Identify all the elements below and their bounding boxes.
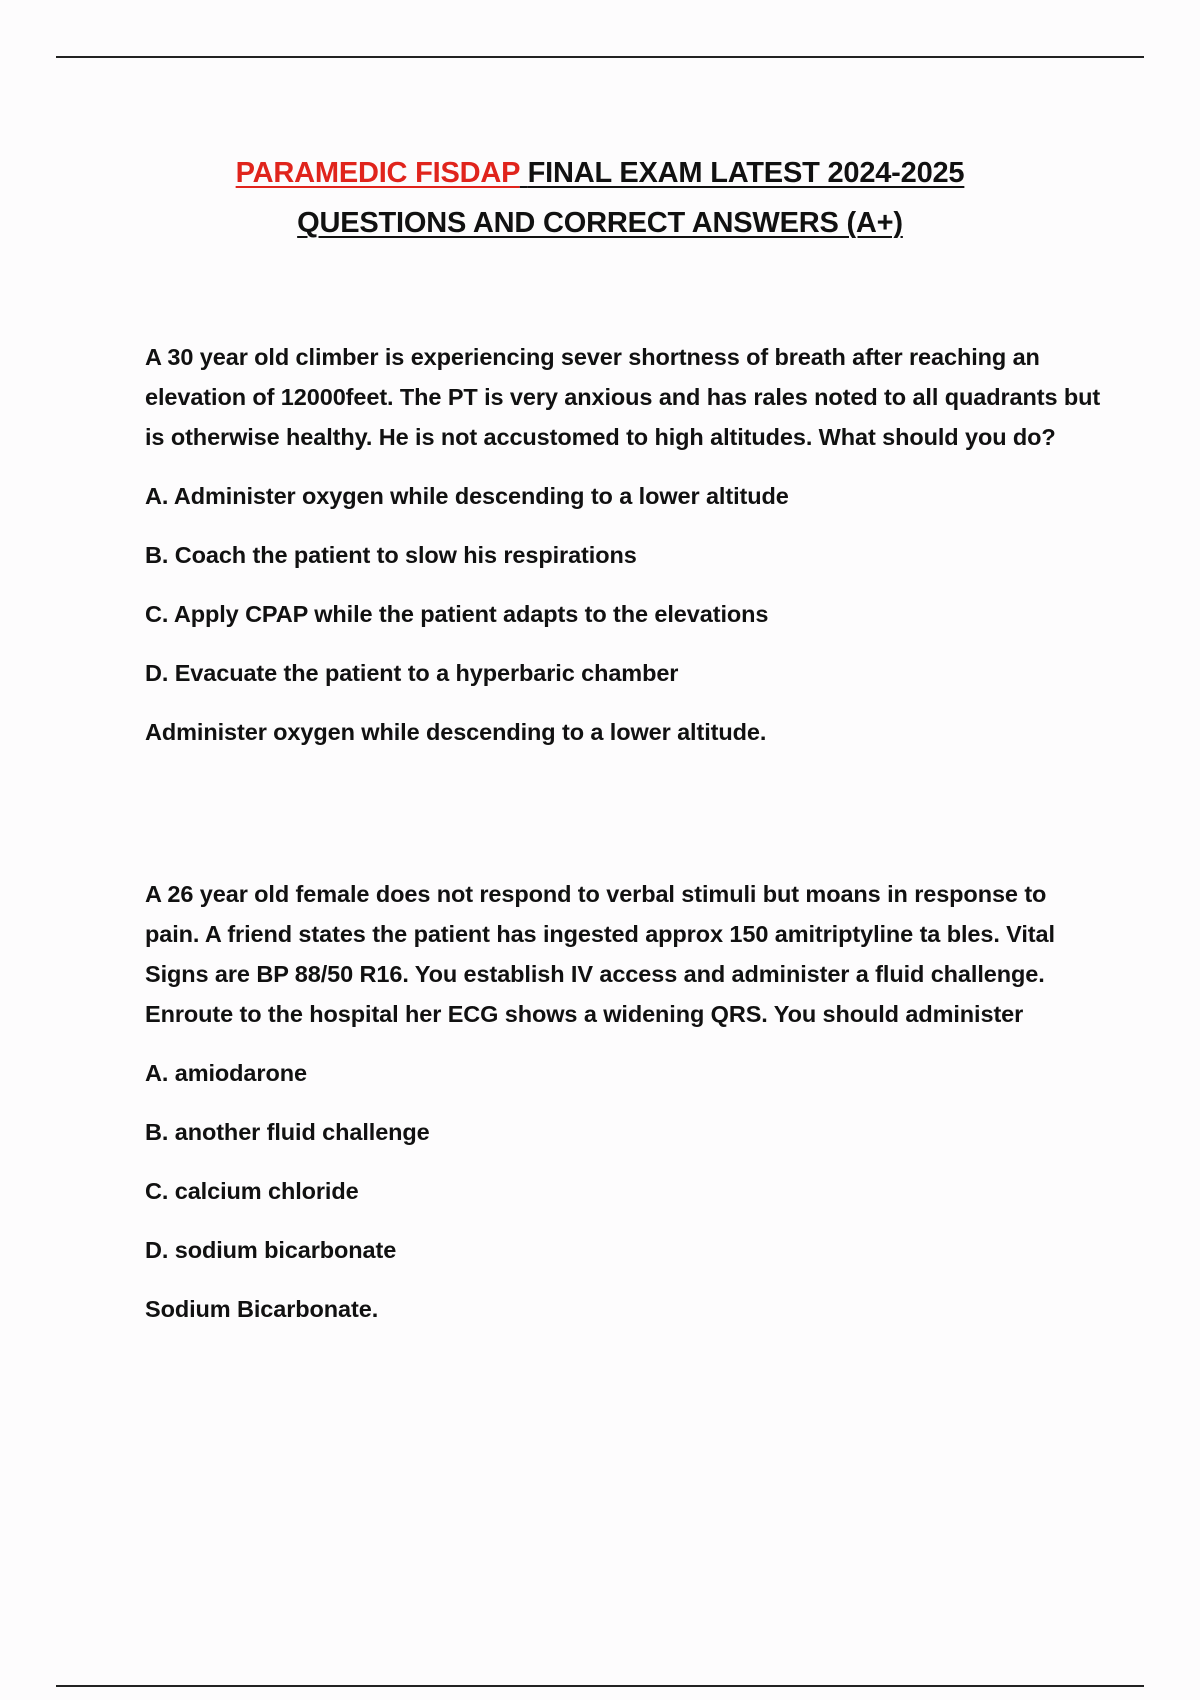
document-title xyxy=(60,148,1140,248)
title-line-2: QUESTIONS AND CORRECT ANSWERS (A+) xyxy=(297,207,903,239)
question-text: A 30 year old climber is experiencing sever shortness of breath after reaching an elevation of 12000feet. The PT is very anxious and has rales noted to all quadrants but is otherwise healthy. He is not accustomed to high altitudes. What should you do? xyxy=(145,344,1101,450)
title-line-1 xyxy=(60,148,1140,198)
option-c: C. Apply CPAP while the patient adapts to the elevations xyxy=(145,601,769,627)
option-d: D. Evacuate the patient to a hyperbaric chamber xyxy=(145,660,679,686)
question-block-1 xyxy=(145,337,1105,752)
correct-answer: Sodium Bicarbonate. xyxy=(145,1296,379,1322)
title-highlight: PARAMEDIC FISDAP xyxy=(235,157,520,189)
option-a: A. Administer oxygen while descending to a lower altitude xyxy=(145,483,789,509)
option-a: A. amiodarone xyxy=(145,1060,307,1086)
option-d: D. sodium bicarbonate xyxy=(145,1237,397,1263)
question-text: A 26 year old female does not respond to verbal stimuli but moans in response to pain. A friend states the patient has ingested approx 150 amitriptyline ta bles. Vital Signs are BP 88/50 R16. You establish IV access and administer a fluid challenge. Enroute to the hospital her ECG shows a widening QRS. You should administer xyxy=(145,881,1055,1027)
title-line-1-rest: FINAL EXAM LATEST 2024-2025 xyxy=(527,157,965,189)
option-b: B. another fluid challenge xyxy=(145,1119,430,1145)
correct-answer: Administer oxygen while descending to a lower altitude. xyxy=(145,719,767,745)
option-b: B. Coach the patient to slow his respirations xyxy=(145,542,637,568)
option-c: C. calcium chloride xyxy=(145,1178,359,1204)
bottom-rule xyxy=(56,1685,1144,1687)
top-rule xyxy=(56,56,1144,58)
question-block-2 xyxy=(145,874,1105,1329)
